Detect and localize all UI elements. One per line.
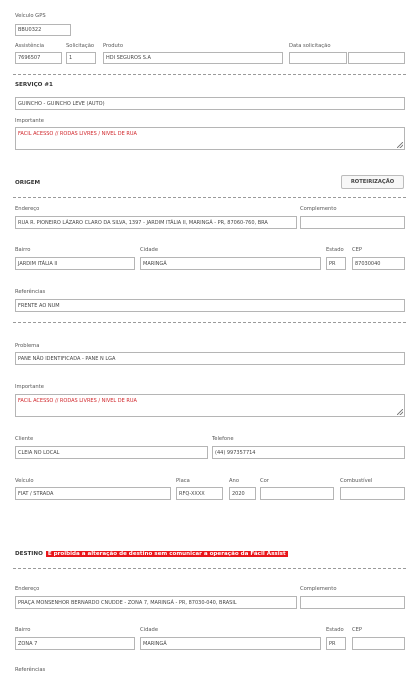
origem-complemento-input[interactable] — [300, 216, 405, 229]
ano-label: Ano — [229, 478, 240, 484]
telefone-input[interactable]: (44) 997357714 — [212, 446, 405, 459]
produto-label: Produto — [103, 43, 124, 49]
resize-grip-icon[interactable] — [397, 142, 403, 148]
destino-title — [15, 551, 288, 557]
cliente-input[interactable]: CLEIA NO LOCAL — [15, 446, 208, 459]
destino-endereco-input[interactable]: PRAÇA MONSENHOR BERNARDO CNUDDE - ZONA 7, MARINGÁ - PR, 87030-040, BRASIL — [15, 596, 297, 609]
veiculo-label: Veículo — [15, 478, 34, 484]
destino-cidade-input[interactable]: MARINGÁ — [140, 637, 321, 650]
divider — [13, 197, 406, 198]
destino-estado-input[interactable]: PR — [326, 637, 346, 650]
origem-estado-input[interactable]: PR — [326, 257, 346, 270]
origem-referencias-input[interactable]: FRENTE AO NUM — [15, 299, 405, 312]
placa-input[interactable]: RFQ-XXXX — [176, 487, 223, 500]
origem-cidade-label: Cidade — [140, 247, 159, 253]
cor-label: Cor — [260, 478, 269, 484]
divider — [13, 322, 406, 323]
problema-importante-text: FACIL ACESSO // RODAS LIVRES / NIVEL DE RUA — [18, 398, 137, 404]
divider — [13, 74, 406, 75]
destino-warning-badge: É proibida a alteração de destino sem comunicar a operação da Fácil Assist — [47, 551, 286, 557]
origem-estado-label: Estado — [326, 247, 344, 253]
destino-complemento-label: Complemento — [300, 586, 337, 592]
origem-cidade-input[interactable]: MARINGÁ — [140, 257, 321, 270]
cor-input[interactable] — [260, 487, 334, 500]
solicitacao-input[interactable]: 1 — [66, 52, 96, 64]
destino-cidade-label: Cidade — [140, 627, 159, 633]
origem-endereco-input[interactable]: RUA R. PIONEIRO LÁZARO CLARO DA SILVA, 1397 - JARDIM ITÁLIA II, MARINGÁ - PR, 87060-760, BRA — [15, 216, 297, 229]
destino-title-text: DESTINO — [15, 551, 43, 557]
origem-endereco-label: Endereço — [15, 206, 40, 212]
servico-importante-textarea[interactable] — [15, 127, 405, 150]
roteirizacao-button[interactable]: ROTEIRIZAÇÃO — [341, 175, 404, 189]
origem-title: ORIGEM — [15, 180, 41, 186]
telefone-label: Telefone — [212, 436, 234, 442]
destino-cep-input[interactable] — [352, 637, 405, 650]
servico-importante-label: Importante — [15, 118, 44, 124]
solicitacao-label: Solicitação — [66, 43, 95, 49]
origem-cep-input[interactable]: 87030040 — [352, 257, 405, 270]
servico-importante-text: FACIL ACESSO // RODAS LIVRES / NIVEL DE RUA — [18, 131, 137, 137]
resize-grip-icon[interactable] — [397, 409, 403, 415]
hora-solicitacao-input[interactable] — [348, 52, 405, 64]
produto-input[interactable]: HDI SEGUROS S.A — [103, 52, 283, 64]
cliente-label: Cliente — [15, 436, 34, 442]
origem-complemento-label: Complemento — [300, 206, 337, 212]
combustivel-input[interactable] — [340, 487, 405, 500]
gps-input[interactable]: BBU0322 — [15, 24, 71, 36]
servico-title: SERVIÇO #1 — [15, 82, 53, 88]
destino-bairro-label: Bairro — [15, 627, 31, 633]
destino-cep-label: CEP — [352, 627, 363, 633]
divider — [13, 568, 406, 569]
assistencia-input[interactable]: 7696507 — [15, 52, 62, 64]
destino-referencias-label: Referências — [15, 667, 46, 673]
origem-referencias-label: Referências — [15, 289, 46, 295]
placa-label: Placa — [176, 478, 190, 484]
data-solicitacao-label: Data solicitação — [289, 43, 331, 49]
destino-endereco-label: Endereço — [15, 586, 40, 592]
servico-input[interactable]: GUINCHO - GUINCHO LEVE (AUTO) — [15, 97, 405, 110]
destino-bairro-input[interactable]: ZONA 7 — [15, 637, 135, 650]
gps-label: Veículo GPS — [15, 13, 46, 19]
problema-input[interactable]: PANE NÃO IDENTIFICADA - PANE N LGA — [15, 352, 405, 365]
ano-input[interactable]: 2020 — [229, 487, 256, 500]
origem-bairro-input[interactable]: JARDIM ITÁLIA II — [15, 257, 135, 270]
destino-estado-label: Estado — [326, 627, 344, 633]
assistencia-label: Assistência — [15, 43, 45, 49]
combustivel-label: Combustível — [340, 478, 373, 484]
problema-label: Problema — [15, 343, 40, 349]
destino-complemento-input[interactable] — [300, 596, 405, 609]
origem-cep-label: CEP — [352, 247, 363, 253]
problema-importante-textarea[interactable] — [15, 394, 405, 417]
veiculo-input[interactable]: FIAT / STRADA — [15, 487, 171, 500]
problema-importante-label: Importante — [15, 384, 44, 390]
data-solicitacao-input[interactable] — [289, 52, 347, 64]
origem-bairro-label: Bairro — [15, 247, 31, 253]
